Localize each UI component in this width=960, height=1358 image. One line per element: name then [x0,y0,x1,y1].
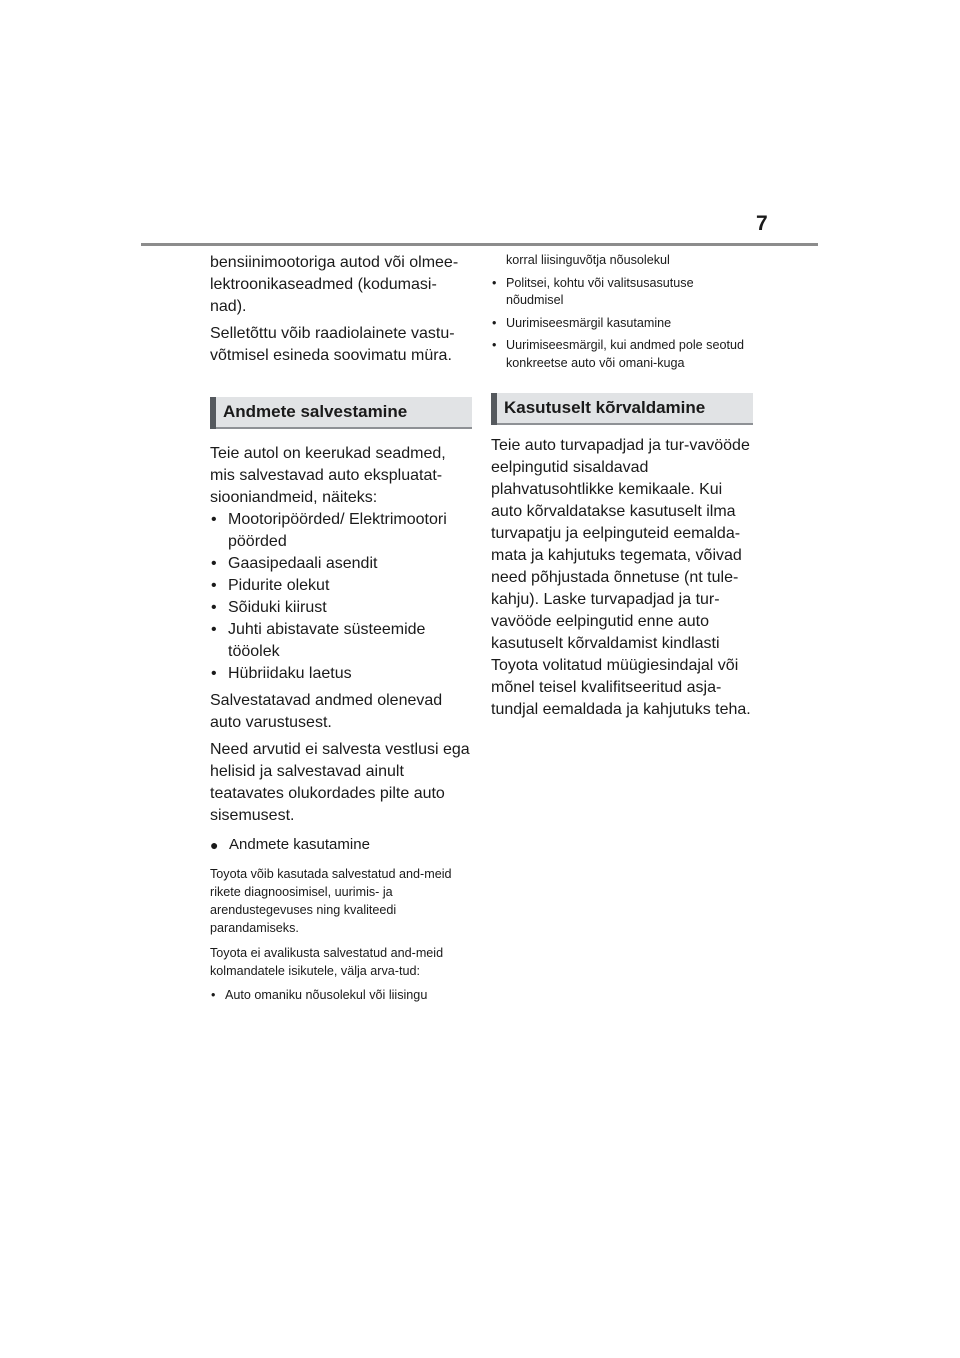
lead-paragraph: Teie autol on keerukad seadmed, mis salvestavad auto ekspluatat-siooniandmeid, näiteks: [210,445,446,506]
list-item: • Gaasipedaali asendit [210,553,472,575]
small-paragraph: Toyota võib kasutada salvestatud and-meid rikete diagnoosimisel, uurimis- ja arendustegevuses ning kvaliteedi parandamiseks. [210,867,452,935]
list-item: • Juhti abistavate süsteemide tööolek [210,619,472,663]
list-item: • Mootoripöörded/ Elektrimootori pöörded [210,509,472,553]
intro-paragraph: bensiinimootoriga autod või olmee-lektroonikaseadmed (kodumasi-nad). [210,254,459,315]
sub-heading-data-usage [210,835,472,855]
list-item: • Hübriidaku laetus [210,663,472,685]
list-item: • Politsei, kohtu või valitsusasutuse nõudmisel [491,275,753,310]
intro-paragraph: Selletõttu võib raadiolainete vastu-võtmisel esineda soovimatu müra. [210,325,455,364]
section-heading-disposal: Kasutuselt kõrvaldamine [491,393,753,425]
page-number: 7 [756,212,768,235]
bullet-dot-icon: ● [210,837,219,853]
list-item: • Pidurite olekut [210,575,472,597]
section-heading-data-storage: Andmete salvestamine [210,397,472,429]
right-column [491,252,753,721]
list-item: • Uurimiseesmärgil, kui andmed pole seotud konkreetse auto või omani-kuga [491,337,753,372]
body-paragraph: Salvestatavad andmed olenevad auto varustusest. [210,692,443,731]
disposal-paragraph: Teie auto turvapadjad ja tur-vavööde eelpingutid sisaldavad plahvatusohtlikke kemikaale. Kui auto kõrvaldatakse kasutuselt ilma turvapatju ja eelpinguteid eemalda-mata ja kahjutuks tegemata, võivad need põhjustada õnnetuse (nt tule-kahju). Laske turvapadjad ja tur-vavööde eelpingutid enne auto kasutuselt kõrvaldamist kindlasti Toyota volitatud müügiesindajal või mõnel teisel kvalifitseeritud asja-tundjal eemaldada ja kahjutuks teha. [491,437,751,718]
left-column [210,252,472,1005]
list-item: • Uurimiseesmärgil kasutamine [491,315,753,333]
disclosure-list-continued [491,252,753,372]
sub-heading-label: Andmete kasutamine [229,836,370,853]
body-paragraph: Need arvutid ei salvesta vestlusi ega helisid ja salvestavad ainult teatavates olukordades pilte auto sisemusest. [210,741,470,824]
list-item-continuation: korral liisinguvõtja nõusolekul [506,253,670,267]
header-rule [141,243,818,246]
list-item: • Sõiduki kiirust [210,597,472,619]
small-paragraph: Toyota ei avalikusta salvestatud and-meid kolmandatele isikutele, välja arva-tud: [210,946,444,978]
recorded-data-list [210,509,472,685]
list-item: • Auto omaniku nõusolekul või liisingu [210,987,472,1005]
disclosure-list [210,987,472,1005]
